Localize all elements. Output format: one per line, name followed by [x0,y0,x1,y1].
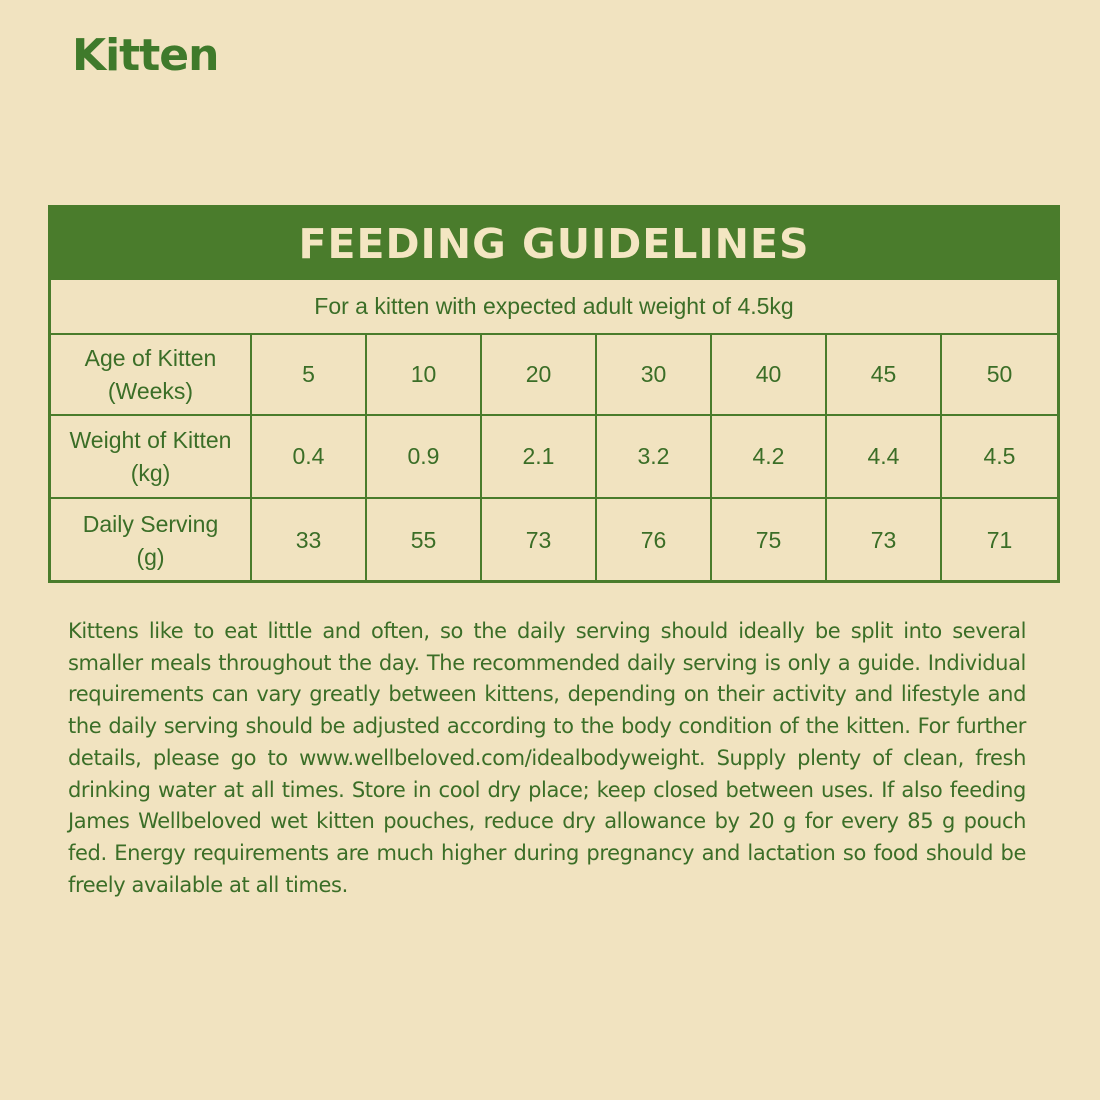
table-cell: 5 [252,335,367,416]
page-title: Kitten [72,30,219,81]
row-label-unit: (g) [136,543,165,570]
feeding-guidelines-table [48,205,1060,583]
row-label [51,499,252,582]
table-cell: 3.2 [597,416,712,499]
table-cell: 10 [367,335,482,416]
table-cell: 73 [482,499,597,582]
row-label-line: Weight of Kitten [69,427,232,454]
table-cell: 0.9 [367,416,482,499]
table-subtitle: For a kitten with expected adult weight of 4.5kg [51,280,1057,335]
table-cell: 2.1 [482,416,597,499]
row-label [51,416,252,499]
table-cell: 30 [597,335,712,416]
feeding-notes: Kittens like to eat little and often, so the daily serving should ideally be split into several smaller meals throughout the day. The recommended daily serving is only a guide. Individual requirements can vary greatly between kittens, depending on their activity and lifestyle and the daily serving should be adjusted according to the body condition of the kitten. For further details, please go to www.wellbeloved.com/idealbodyweight. Supply plenty of clean, fresh drinking water at all times. Store in cool dry place; keep closed between uses. If also feeding James Wellbeloved wet kitten pouches, reduce dry allowance by 20 g for every 85 g pouch fed. Energy requirements are much higher during pregnancy and lactation so food should be freely available at all times. [68,619,1026,897]
table-cell: 4.5 [942,416,1057,499]
table-cell: 45 [827,335,942,416]
table-cell: 71 [986,527,1013,554]
row-label-unit: (Weeks) [107,377,194,404]
row-label-unit: (kg) [130,459,171,486]
row-label-line: Daily Serving [82,511,219,538]
row-label-line: Age of Kitten [84,345,217,372]
row-label [51,335,252,416]
table-grid [51,335,1057,582]
table-cell: 76 [597,499,712,582]
table-cell: 4.2 [712,416,827,499]
table-cell: 33 [252,499,367,582]
table-heading: FEEDING GUIDELINES [298,220,810,268]
table-header [51,208,1057,280]
table-cell: 40 [712,335,827,416]
table-cell: 73 [827,499,942,582]
table-cell: 55 [367,499,482,582]
table-cell: 20 [482,335,597,416]
table-cell: 75 [712,499,827,582]
table-cell: 50 [942,335,1057,416]
table-cell: 0.4 [252,416,367,499]
table-cell: 4.4 [827,416,942,499]
